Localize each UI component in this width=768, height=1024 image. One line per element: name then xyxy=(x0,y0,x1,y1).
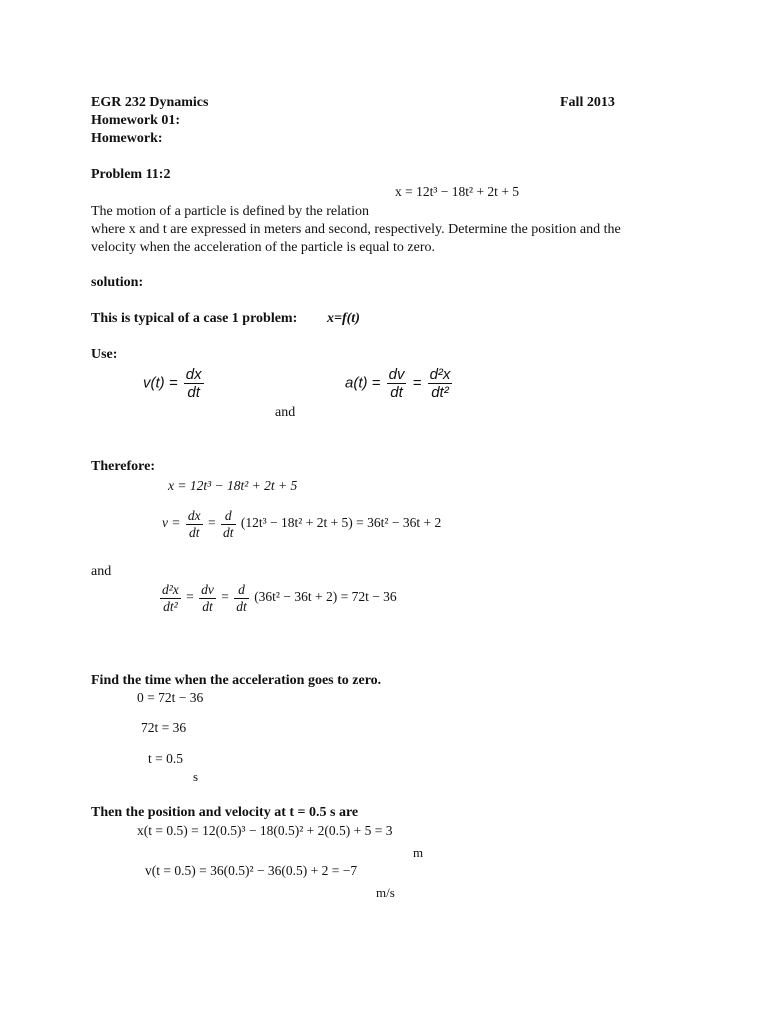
velocity-derivation-fraction-2-denominator: dt xyxy=(222,524,234,540)
acceleration-definition-lhs: a(t) = xyxy=(345,374,381,392)
use-label: Use: xyxy=(91,347,118,362)
velocity-derivation-lhs: v = xyxy=(162,515,181,531)
solution-label: solution: xyxy=(91,275,144,290)
term: Fall 2013 xyxy=(560,95,615,110)
problem-text-line-3: velocity when the acceleration of the particle is equal to zero. xyxy=(91,240,436,255)
velocity-result: v(t = 0.5) = 36(0.5)² − 36(0.5) + 2 = −7 xyxy=(145,863,358,878)
position-unit: m xyxy=(413,845,424,860)
acceleration-derivation-fraction-2-denominator: dt xyxy=(202,598,213,614)
problem-text-line-2: where x and t are expressed in meters and second, respectively. Determine the position and the xyxy=(91,222,621,237)
velocity-derivation xyxy=(162,508,441,540)
acceleration-derivation xyxy=(158,582,397,614)
velocity-definition xyxy=(143,366,206,402)
case-text: This is typical of a case 1 problem: xyxy=(91,311,298,326)
therefore-label: Therefore: xyxy=(91,459,156,474)
equals-sign: = xyxy=(186,589,194,605)
velocity-definition-denominator: dt xyxy=(187,384,200,402)
velocity-definition-fraction xyxy=(184,366,204,402)
velocity-derivation-rhs: (12t³ − 18t² + 2t + 5) = 36t² − 36t + 2 xyxy=(240,515,442,531)
acceleration-derivation-fraction-3-denominator: dt xyxy=(236,598,247,614)
derivative-operator-numerator: d xyxy=(234,582,249,599)
and-connector: and xyxy=(275,405,296,420)
equals-sign: = xyxy=(221,589,229,605)
equals-sign: = xyxy=(207,515,216,531)
acceleration-derivation-fraction-1 xyxy=(160,582,181,614)
problem-text-line-1: The motion of a particle is defined by the relation xyxy=(91,204,369,219)
velocity-derivation-fraction-1-denominator: dt xyxy=(188,524,200,540)
velocity-derivation-fraction-2 xyxy=(221,508,236,540)
acceleration-derivation-fraction-2 xyxy=(199,582,216,614)
position-result: x(t = 0.5) = 12(0.5)³ − 18(0.5)² + 2(0.5) + 5 = 3 xyxy=(137,823,393,838)
acceleration-fraction-1-denominator: dt xyxy=(390,384,403,402)
acceleration-derivation-fraction-1-numerator: d²x xyxy=(162,582,179,597)
homework-line-1: Homework 01: xyxy=(91,113,181,128)
course-title: EGR 232 Dynamics xyxy=(91,95,209,110)
acceleration-fraction-1-numerator: dv xyxy=(388,366,405,383)
velocity-derivation-fraction-1-numerator: dx xyxy=(187,508,201,523)
problem-title: Problem 11:2 xyxy=(91,167,171,182)
velocity-definition-lhs: v(t) = xyxy=(143,374,178,392)
acceleration-definition-fraction-2 xyxy=(428,366,453,402)
solve-step-2: 72t = 36 xyxy=(141,720,187,735)
acceleration-derivation-fraction-3 xyxy=(234,582,249,614)
velocity-unit: m/s xyxy=(376,885,395,900)
acceleration-derivation-rhs: (36t² − 36t + 2) = 72t − 36 xyxy=(254,589,397,605)
time-unit: s xyxy=(193,769,199,784)
find-time-label: Find the time when the acceleration goes to zero. xyxy=(91,673,382,688)
position-equation: x = 12t³ − 18t² + 2t + 5 xyxy=(168,478,298,493)
acceleration-definition-fraction-1 xyxy=(387,366,407,402)
then-label: Then the position and velocity at t = 0.5 s are xyxy=(91,805,359,820)
solve-step-3: t = 0.5 xyxy=(148,751,183,766)
acceleration-definition xyxy=(345,366,454,402)
derivative-operator-numerator: d xyxy=(221,508,236,525)
acceleration-fraction-2-numerator: d²x xyxy=(429,366,451,383)
acceleration-derivation-fraction-1-denominator: dt² xyxy=(163,598,178,614)
case-formula: x=f(t) xyxy=(327,311,360,326)
relation-equation: x = 12t³ − 18t² + 2t + 5 xyxy=(395,184,520,199)
acceleration-fraction-2-denominator: dt² xyxy=(431,384,449,402)
solve-step-1: 0 = 72t − 36 xyxy=(137,690,204,705)
velocity-derivation-fraction-1 xyxy=(186,508,203,540)
and-connector-2: and xyxy=(91,564,112,579)
homework-line-2: Homework: xyxy=(91,131,163,146)
acceleration-derivation-fraction-2-numerator: dv xyxy=(201,582,214,597)
equals-sign: = xyxy=(412,374,422,392)
velocity-definition-numerator: dx xyxy=(185,366,202,383)
